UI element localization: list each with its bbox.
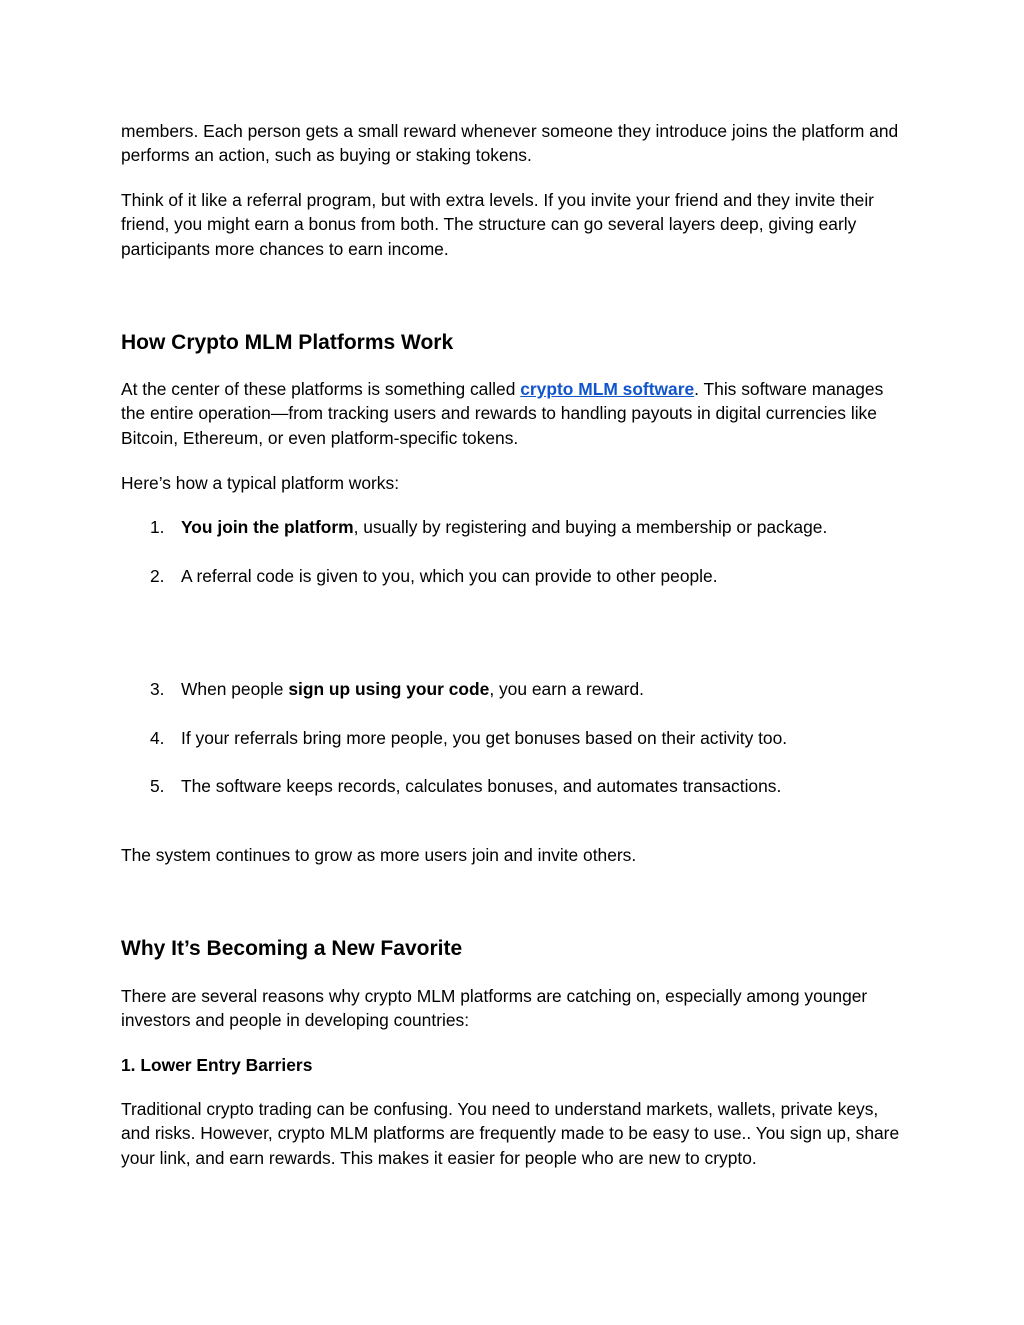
list-item-text: The software keeps records, calculates bonuses, and automates transactions. xyxy=(181,776,782,796)
list-number: 3. xyxy=(150,679,165,699)
bold-text: sign up using your code xyxy=(288,679,490,699)
section1-paragraph-3: The system continues to grow as more users join and invite others. xyxy=(121,845,637,865)
paragraph-text: . This software manages the entire operation—from tracking users and rewards to handling payouts in digital currencies like Bitcoin, Ethereum, or even platform-specific tokens. xyxy=(121,379,884,448)
section-heading-how-it-works: How Crypto MLM Platforms Work xyxy=(121,331,454,354)
subheading-lower-entry-barriers: 1. Lower Entry Barriers xyxy=(121,1055,313,1075)
paragraph-text: At the center of these platforms is something called xyxy=(121,379,521,399)
plain-text: When people xyxy=(181,679,289,699)
list-item-text xyxy=(181,677,644,701)
section2-paragraph-1: There are several reasons why crypto MLM platforms are catching on, especially among younger investors and people in developing countries: xyxy=(121,986,868,1031)
list-number: 1. xyxy=(150,517,165,537)
crypto-mlm-software-link[interactable]: crypto MLM software xyxy=(520,379,695,399)
intro-paragraph-1: members. Each person gets a small reward whenever someone they introduce joins the platform and performs an action, such as buying or staking tokens. xyxy=(121,121,899,166)
intro-paragraph-2: Think of it like a referral program, but with extra levels. If you invite your friend and they invite their friend, you might earn a bonus from both. The structure can go several layers deep, giving early participants more chances to earn income. xyxy=(121,190,874,259)
bold-text: You join the platform xyxy=(181,517,354,537)
list-item-text: If your referrals bring more people, you get bonuses based on their activity too. xyxy=(181,728,788,748)
section1-paragraph-2: Here’s how a typical platform works: xyxy=(121,473,400,493)
list-item-text: A referral code is given to you, which you can provide to other people. xyxy=(181,566,718,586)
section2-paragraph-2: Traditional crypto trading can be confusing. You need to understand markets, wallets, private keys, and risks. However, crypto MLM platforms are frequently made to be easy to use.. You sign up, share your link, and earn rewards. This makes it easier for people who are new to crypto. xyxy=(121,1099,900,1168)
section1-paragraph-1 xyxy=(121,377,911,450)
section-heading-why-favorite: Why It’s Becoming a New Favorite xyxy=(121,937,463,960)
plain-text: , you earn a reward. xyxy=(489,679,644,699)
list-number: 4. xyxy=(150,728,165,748)
list-item-text xyxy=(181,515,827,539)
list-number: 2. xyxy=(150,566,165,586)
plain-text: , usually by registering and buying a membership or package. xyxy=(353,517,828,537)
list-number: 5. xyxy=(150,776,165,796)
